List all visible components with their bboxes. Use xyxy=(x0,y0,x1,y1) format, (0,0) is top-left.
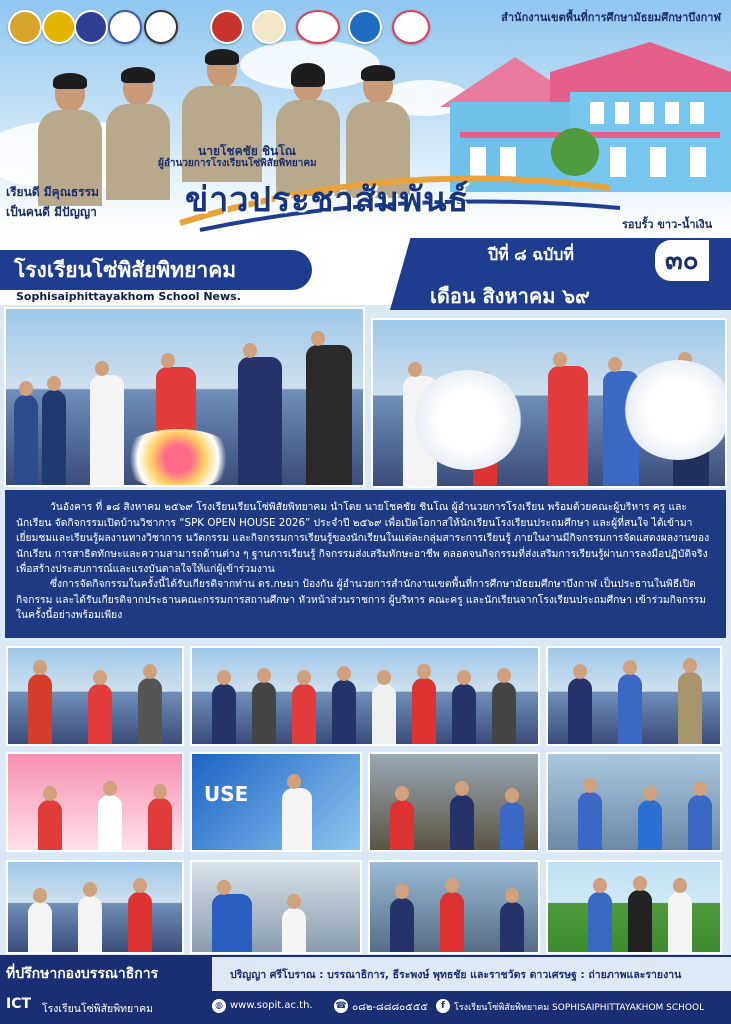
grid-photo-10 xyxy=(368,860,540,954)
school-name-english: Sophisaiphittayakhom School News. xyxy=(16,290,241,303)
logo-7 xyxy=(252,10,286,44)
grid-photo-5 xyxy=(190,752,362,852)
advisor-label: ที่ปรึกษากองบรรณาธิการ xyxy=(6,966,159,982)
logo-2 xyxy=(42,10,76,44)
logo-3 xyxy=(74,10,108,44)
logo-4 xyxy=(108,10,142,44)
grid-photo-1 xyxy=(6,646,184,746)
grid-photo-9 xyxy=(190,860,362,954)
logo-6 xyxy=(210,10,244,44)
article-paragraph-2: ซึ่งการจัดกิจกรรมในครั้งนี้ได้รับเกียรติจากท่าน ดร.กษมา ป้องกัน ผู้อำนวยการสำนักงานเขตพื้นที่การศึกษามัธยมศึกษาบึงกาฬ เป็นประธานในพิธีเปิดกิจกรรม และได้รับเกียรติจากประธานคณะกรรมการสถานศึกษา หัวหน้าส่วนราชการ ผู้บริหาร คณะครู และนักเรียนจากโรงเรียนประถมศึกษา เข้าร่วมกิจกรรมในครั้งนี้อย่างพร้อมเพียง xyxy=(16,578,707,622)
logo-9 xyxy=(348,10,382,44)
grid-photo-8 xyxy=(6,860,184,954)
main-photo-right xyxy=(371,318,727,488)
facebook-page[interactable]: โรงเรียนโซ่พิสัยพิทยาคม SOPHISAIPHITTAYAKHOM SCHOOL xyxy=(454,1003,705,1013)
motto-line-1: เรียนดี มีคุณธรรม xyxy=(6,185,99,199)
globe-icon: ◍ xyxy=(212,999,226,1013)
grid-photo-3 xyxy=(546,646,722,746)
logo-8 xyxy=(296,10,340,44)
staff-photo-2 xyxy=(106,70,170,200)
credits-text: ปริญญา ศรีโบราณ : บรรณาธิการ, ธีระพงษ์ พุทธชัย และราชวัตร ดาวเศรษฐ : ถ่ายภาพและรายงาน xyxy=(230,969,682,981)
website-link[interactable]: www.sopit.ac.th. xyxy=(230,1000,313,1011)
grid-photo-2 xyxy=(190,646,540,746)
photo-banner-text: USE xyxy=(204,782,249,806)
main-photo-left xyxy=(4,307,365,487)
director-title: ผู้อำนวยการโรงเรียนโซ่พิสัยพิทยาคม xyxy=(158,158,317,169)
article-paragraph-1: วันอังคาร ที่ ๑๘ สิงหาคม ๒๕๖๙ โรงเรียนเรียนโซ่พิสัยพิทยาคม นำโดย นายโชคชัย ชินโณ ผู้อำนวยการโรงเรียน พร้อมด้วยคณะผู้บริหาร ครู และนักเรียน จัดกิจกรรมเปิดบ้านวิชาการ “SPK OPEN HOUSE 2026” ประจำปี ๒๕๖๙ เพื่อเปิดโอกาสให้นักเรียนโรงเรียนประถมศึกษา และผู้ที่สนใจ ได้เข้ามาเยี่ยมชมและเรียนรู้ผลงานทางวิชาการ นวัตกรรม และกิจกรรมการเรียนรู้ของนักเรียนในแต่ละกลุ่มสาระการเรียนรู้ ภายในงานมีกิจกรรมการจัดแสดงผลงานของนักเรียน การสาธิตทักษะและความสามารถด้านต่าง ๆ ฐานการเรียนรู้ กิจกรรมส่งเสริมทักษะอาชีพ ตลอดจนกิจกรรมที่ส่งเสริมการเรียนรู้ผ่านการลงมือปฏิบัติจริง เพื่อสร้างประสบการณ์และแรงบันดาลใจให้แก่ผู้เข้าร่วมงาน xyxy=(16,501,710,576)
motto-line-2: เป็นคนดี มีปัญญา xyxy=(6,205,97,219)
round-label: รอบรั้ว ขาว-น้ำเงิน xyxy=(622,218,713,231)
phone-number[interactable]: ๐๘๒-๘๘๘๐๕๕๕ xyxy=(352,1002,428,1013)
grid-photo-7 xyxy=(546,752,722,852)
ict-school: โรงเรียนโซ่พิสัยพิทยาคม xyxy=(42,1003,154,1015)
grid-photo-6 xyxy=(368,752,540,852)
banner-title: ข่าวประชาสัมพันธ์ xyxy=(185,180,470,220)
grid-photo-11 xyxy=(546,860,722,954)
agency-name: สำนักงานเขตพื้นที่การศึกษามัธยมศึกษาบึงกาฬ xyxy=(501,11,721,24)
grid-photo-4 xyxy=(6,752,184,852)
school-name: โรงเรียนโซ่พิสัยพิทยาคม xyxy=(14,258,237,282)
logo-1 xyxy=(8,10,42,44)
issue-number: ๓๐ xyxy=(655,240,709,281)
logo-5 xyxy=(144,10,178,44)
phone-icon: ☎ xyxy=(335,1001,347,1011)
director-name: นายโชคชัย ชินโณ xyxy=(198,144,296,158)
facebook-icon: f xyxy=(436,999,450,1013)
issue-label: ปีที่ ๘ ฉบับที่ xyxy=(488,245,574,264)
issue-month: เดือน สิงหาคม ๖๙ xyxy=(430,284,590,308)
ict-label: ICT xyxy=(6,996,32,1012)
